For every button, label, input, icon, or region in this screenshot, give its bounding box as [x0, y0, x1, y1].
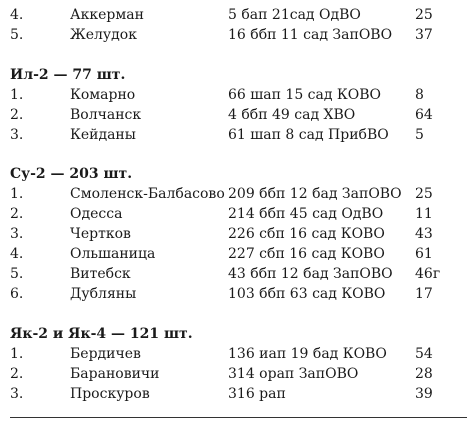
- table-row: [0, 105, 470, 125]
- table-row: [0, 25, 470, 45]
- row-unit: 209 ббп 12 бад ЗапОВО: [228, 186, 402, 202]
- row-count: 11: [415, 206, 433, 222]
- table-row: [0, 264, 470, 284]
- row-unit: 227 сбп 16 сад КОВО: [228, 246, 385, 262]
- row-count: 8: [415, 87, 424, 103]
- section-heading: Як-2 и Як-4 — 121 шт.: [10, 326, 193, 342]
- row-number: 1.: [10, 87, 24, 103]
- row-count: 5: [415, 127, 424, 143]
- row-count: 61: [415, 246, 433, 262]
- row-location: Проскуров: [70, 386, 150, 402]
- row-location: Одесса: [70, 206, 123, 222]
- table-row: [0, 85, 470, 105]
- row-unit: 314 орап ЗапОВО: [228, 366, 359, 382]
- row-number: 5.: [10, 266, 24, 282]
- row-unit: 61 шап 8 сад ПрибВО: [228, 127, 389, 143]
- row-unit: 66 шап 15 сад КОВО: [228, 87, 382, 103]
- row-location: Аккерман: [70, 7, 144, 23]
- row-number: 3.: [10, 226, 24, 242]
- row-unit: 103 ббп 63 сад КОВО: [228, 286, 386, 302]
- row-unit: 4 ббп 49 сад ХВО: [228, 107, 356, 123]
- row-number: 2.: [10, 107, 24, 123]
- row-number: 5.: [10, 27, 24, 43]
- section-heading: Ил-2 — 77 шт.: [10, 67, 126, 83]
- row-number: 1.: [10, 186, 24, 202]
- row-count: 28: [415, 366, 433, 382]
- row-count: 43: [415, 226, 433, 242]
- row-location: Бердичев: [70, 346, 141, 362]
- table-row: [0, 5, 470, 25]
- row-number: 2.: [10, 366, 24, 382]
- row-count: 37: [415, 27, 433, 43]
- row-count: 25: [415, 7, 433, 23]
- row-number: 4.: [10, 7, 24, 23]
- row-unit: 16 ббп 11 сад ЗапОВО: [228, 27, 393, 43]
- row-location: Ольшаница: [70, 246, 156, 262]
- row-location: Чертков: [70, 226, 131, 242]
- row-location: Комарно: [70, 87, 136, 103]
- table-row: [0, 204, 470, 224]
- row-number: 2.: [10, 206, 24, 222]
- row-location: Дубляны: [70, 286, 137, 302]
- table-row: [0, 384, 470, 404]
- row-unit: 226 сбп 16 сад КОВО: [228, 226, 385, 242]
- row-unit: 316 рап: [228, 386, 286, 402]
- row-location: Желудок: [70, 27, 137, 43]
- table-row: [0, 125, 470, 145]
- table-row: [0, 184, 470, 204]
- row-location: Смоленск-Балбасово: [70, 186, 225, 202]
- table-row: [0, 244, 470, 264]
- row-location: Витебск: [70, 266, 131, 282]
- table-row: [0, 284, 470, 304]
- row-number: 1.: [10, 346, 24, 362]
- row-location: Кейданы: [70, 127, 136, 143]
- table-row: [0, 364, 470, 384]
- row-number: 3.: [10, 127, 24, 143]
- table-row: [0, 224, 470, 244]
- row-location: Барановичи: [70, 366, 160, 382]
- row-unit: 214 ббп 45 сад ОдВО: [228, 206, 384, 222]
- row-count: 46г: [415, 266, 441, 282]
- row-count: 54: [415, 346, 433, 362]
- table-row: [0, 344, 470, 364]
- footnote-divider: [10, 417, 467, 418]
- row-location: Волчанск: [70, 107, 142, 123]
- row-number: 6.: [10, 286, 24, 302]
- row-unit: 136 иап 19 бад КОВО: [228, 346, 387, 362]
- row-count: 25: [415, 186, 433, 202]
- row-number: 4.: [10, 246, 24, 262]
- row-count: 17: [415, 286, 433, 302]
- row-unit: 43 ббп 12 бад ЗапОВО: [228, 266, 393, 282]
- row-count: 39: [415, 386, 433, 402]
- row-count: 64: [415, 107, 433, 123]
- row-number: 3.: [10, 386, 24, 402]
- section-heading: Су-2 — 203 шт.: [10, 166, 133, 182]
- row-unit: 5 бап 21сад ОдВО: [228, 7, 361, 23]
